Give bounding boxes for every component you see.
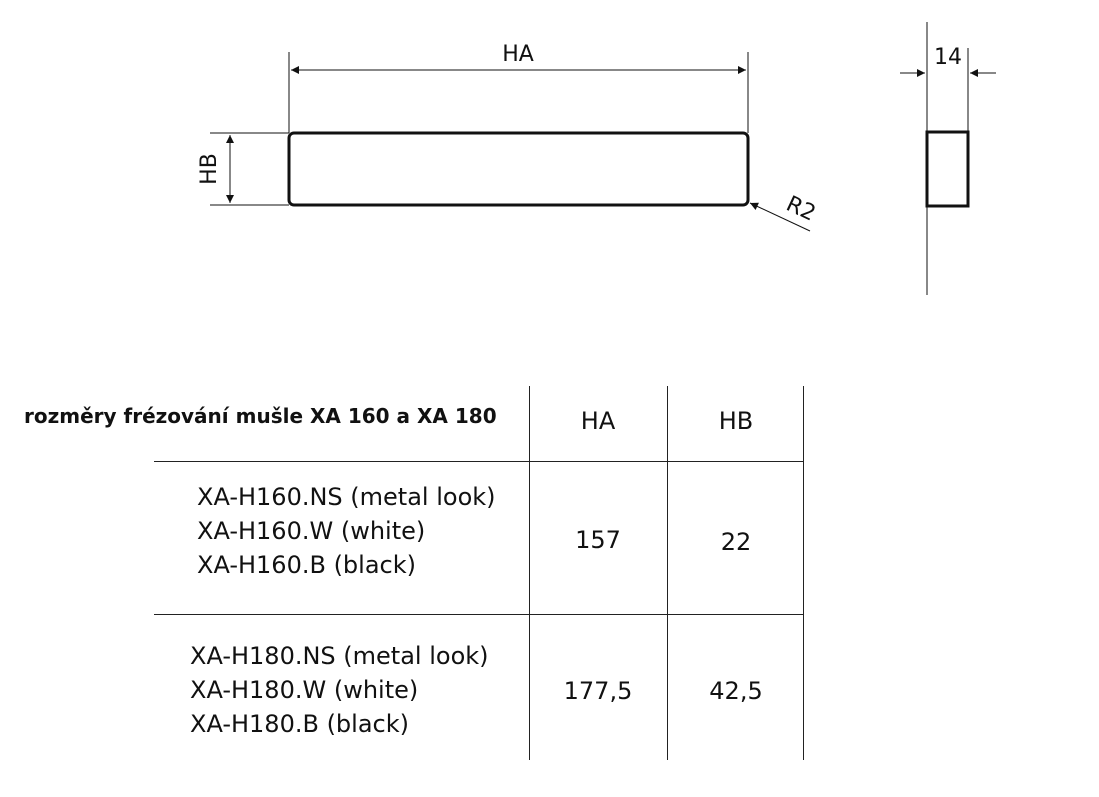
table-divider-row1 (154, 461, 804, 462)
dimension-radius-label: R2 (782, 191, 820, 227)
dimension-thickness-label: 14 (934, 45, 962, 70)
dimension-hb (197, 133, 289, 205)
dimension-thickness (900, 22, 996, 295)
table-cell-ha: 157 (575, 526, 621, 554)
column-header-ha: HA (580, 407, 616, 435)
table-row-models (190, 639, 489, 741)
table-cell-hb: 42,5 (709, 677, 763, 705)
technical-drawing (0, 0, 1099, 330)
table-cell-hb: 22 (720, 528, 752, 556)
cutout-outline (289, 133, 748, 205)
column-header-hb: HB (718, 407, 754, 435)
model-name: XA-H180.W (white) (190, 676, 419, 704)
table-row-models (197, 480, 496, 582)
side-view-outline (927, 132, 968, 206)
dimension-ha-label: HA (502, 42, 534, 67)
dimension-ha (289, 42, 748, 133)
model-name: XA-H160.W (white) (197, 517, 426, 545)
table-title: rozměry frézování mušle XA 160 a XA 180 (24, 404, 497, 428)
table-cell-ha: 177,5 (563, 677, 633, 705)
dimension-radius (750, 192, 819, 231)
model-name: XA-H160.B (black) (197, 551, 416, 579)
model-name: XA-H160.NS (metal look) (197, 483, 496, 511)
model-name: XA-H180.B (black) (190, 710, 409, 738)
table-divider-row2 (154, 614, 804, 615)
model-name: XA-H180.NS (metal look) (190, 642, 489, 670)
dimension-hb-label: HB (197, 153, 222, 185)
